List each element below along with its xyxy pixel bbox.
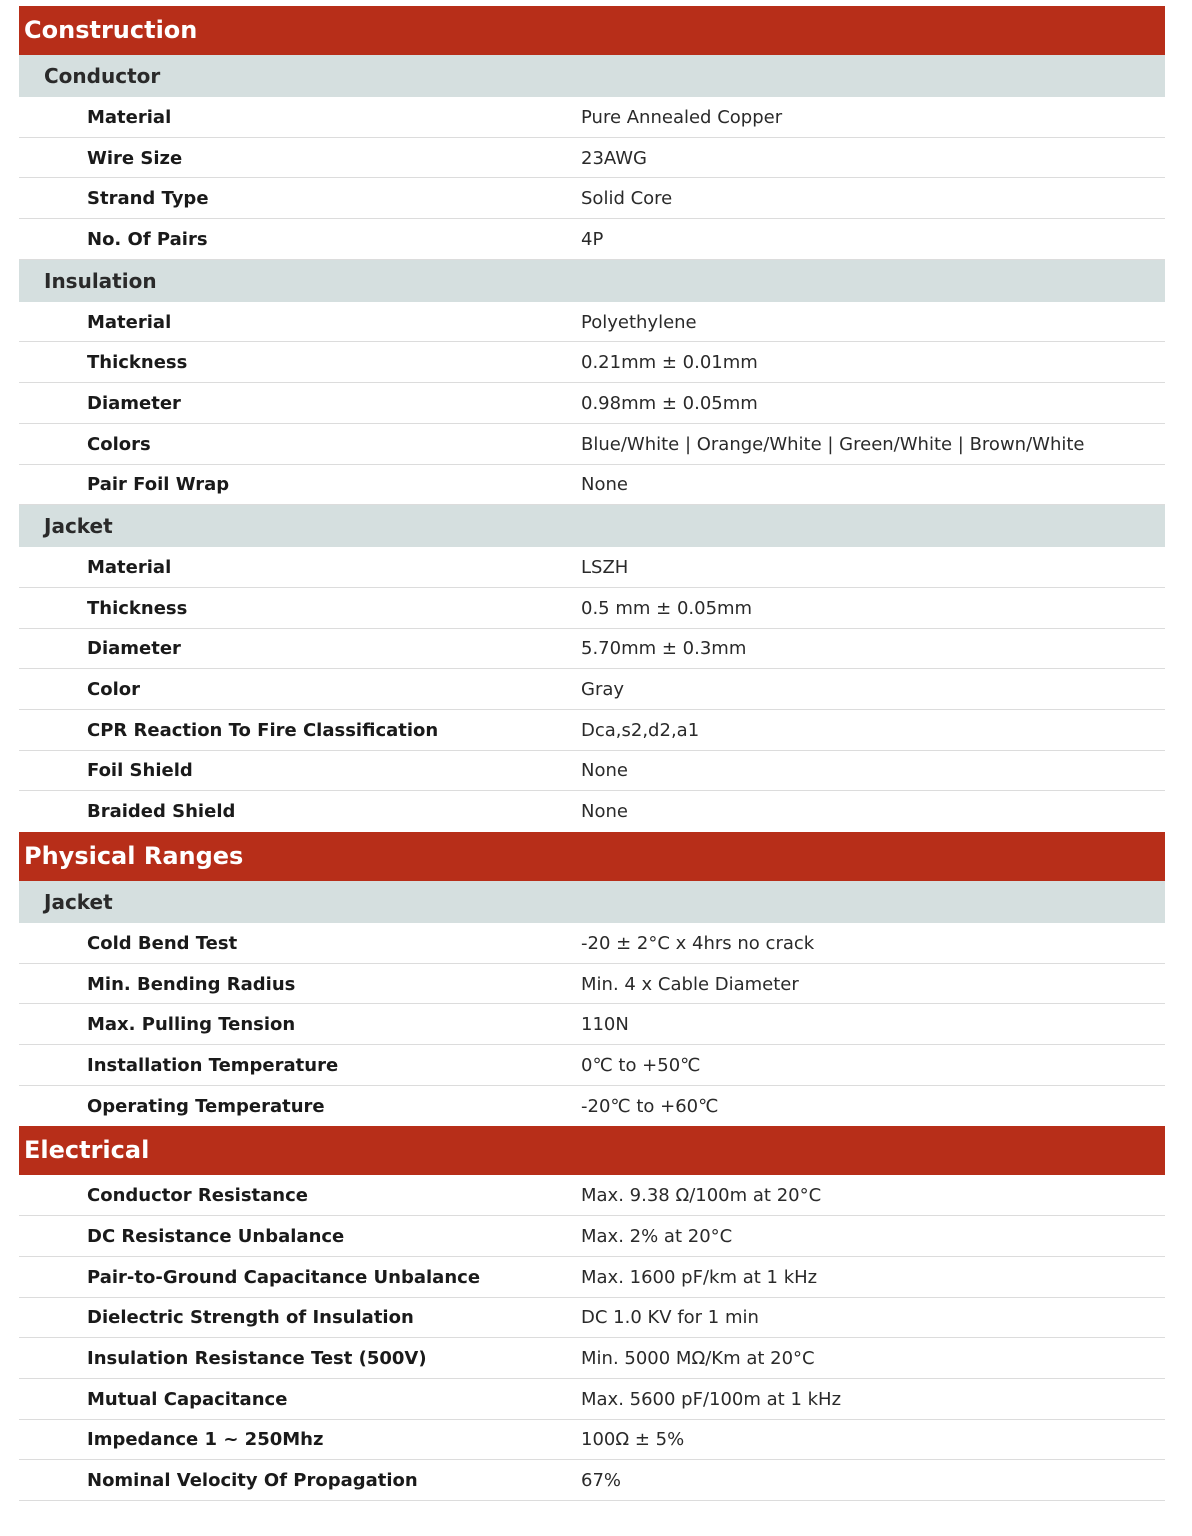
spec-row (19, 1298, 1165, 1339)
spec-label: Wire Size (87, 147, 183, 169)
spec-label: Nominal Velocity Of Propagation (87, 1470, 418, 1492)
spec-row (19, 710, 1165, 751)
spec-label: Operating Temperature (87, 1095, 325, 1117)
spec-label: Material (87, 106, 172, 128)
spec-row (19, 1460, 1165, 1501)
spec-row (19, 1086, 1165, 1127)
spec-value: 100Ω ± 5% (581, 1429, 685, 1451)
spec-label: Material (87, 311, 172, 333)
group-header-jacket: Jacket (19, 881, 1165, 923)
spec-label: Mutual Capacitance (87, 1388, 288, 1410)
spec-label: Dielectric Strength of Insulation (87, 1307, 414, 1329)
spec-value: None (581, 801, 628, 823)
spec-value: 0.21mm ± 0.01mm (581, 352, 758, 374)
spec-label: DC Resistance Unbalance (87, 1225, 345, 1247)
spec-value: Dca,s2,d2,a1 (581, 719, 700, 741)
spec-label: Braided Shield (87, 801, 236, 823)
spec-row (19, 964, 1165, 1005)
spec-value: 0.5 mm ± 0.05mm (581, 597, 753, 619)
spec-label: Max. Pulling Tension (87, 1014, 296, 1036)
spec-row (19, 97, 1165, 138)
spec-row (19, 302, 1165, 343)
spec-value: LSZH (581, 557, 629, 579)
group-header-conductor: Conductor (19, 55, 1165, 97)
spec-row (19, 791, 1165, 832)
spec-row (19, 1175, 1165, 1216)
group-header-jacket: Jacket (19, 505, 1165, 547)
spec-label: Min. Bending Radius (87, 973, 296, 995)
spec-row (19, 178, 1165, 219)
spec-value: DC 1.0 KV for 1 min (581, 1307, 759, 1329)
spec-row (19, 219, 1165, 260)
section-header-construction: Construction (19, 6, 1165, 55)
spec-value: Max. 9.38 Ω/100m at 20°C (581, 1185, 822, 1207)
spec-value: Pure Annealed Copper (581, 106, 783, 128)
spec-row (19, 1338, 1165, 1379)
spec-value: Solid Core (581, 188, 673, 210)
spec-label: Pair Foil Wrap (87, 474, 230, 496)
spec-label: Foil Shield (87, 760, 193, 782)
spec-label: Diameter (87, 392, 181, 414)
spec-row (19, 342, 1165, 383)
spec-label: CPR Reaction To Fire Classification (87, 719, 439, 741)
spec-value: Max. 2% at 20°C (581, 1225, 733, 1247)
spec-value: 0℃ to +50℃ (581, 1054, 701, 1076)
spec-value: 5.70mm ± 0.3mm (581, 638, 747, 660)
spec-row (19, 1420, 1165, 1461)
spec-label: Pair-to-Ground Capacitance Unbalance (87, 1266, 481, 1288)
group-header-insulation: Insulation (19, 260, 1165, 302)
spec-row (19, 1045, 1165, 1086)
spec-row (19, 547, 1165, 588)
spec-value: Polyethylene (581, 311, 697, 333)
spec-label: Material (87, 557, 172, 579)
spec-row (19, 1257, 1165, 1298)
spec-value: -20 ± 2°C x 4hrs no crack (581, 932, 815, 954)
section-header-physical-ranges: Physical Ranges (19, 832, 1165, 881)
spec-row (19, 751, 1165, 792)
spec-label: Impedance 1 ~ 250Mhz (87, 1429, 324, 1451)
spec-value: 110N (581, 1014, 629, 1036)
spec-label: Cold Bend Test (87, 932, 238, 954)
spec-value: 4P (581, 228, 604, 250)
spec-label: Strand Type (87, 188, 209, 210)
spec-row (19, 465, 1165, 506)
spec-label: Conductor Resistance (87, 1185, 308, 1207)
spec-row (19, 424, 1165, 465)
spec-value: -20℃ to +60℃ (581, 1095, 719, 1117)
spec-value: Min. 5000 MΩ/Km at 20°C (581, 1348, 815, 1370)
spec-value: Max. 1600 pF/km at 1 kHz (581, 1266, 818, 1288)
spec-label: Thickness (87, 597, 188, 619)
spec-row (19, 383, 1165, 424)
spec-label: Installation Temperature (87, 1054, 339, 1076)
spec-row (19, 138, 1165, 179)
spec-label: No. Of Pairs (87, 228, 208, 250)
spec-value: 67% (581, 1470, 622, 1492)
spec-value: Max. 5600 pF/100m at 1 kHz (581, 1388, 842, 1410)
spec-value: 0.98mm ± 0.05mm (581, 392, 758, 414)
spec-value: Gray (581, 679, 625, 701)
section-header-electrical: Electrical (19, 1126, 1165, 1175)
spec-row (19, 629, 1165, 670)
spec-row (19, 669, 1165, 710)
spec-row (19, 588, 1165, 629)
spec-label: Diameter (87, 638, 181, 660)
spec-value: Min. 4 x Cable Diameter (581, 973, 799, 995)
spec-value: None (581, 760, 628, 782)
spec-label: Insulation Resistance Test (500V) (87, 1348, 427, 1370)
spec-row (19, 1004, 1165, 1045)
spec-row (19, 923, 1165, 964)
spec-row (19, 1379, 1165, 1420)
spec-value: None (581, 474, 628, 496)
spec-row (19, 1216, 1165, 1257)
spec-label: Colors (87, 433, 151, 455)
spec-label: Color (87, 679, 140, 701)
spec-sheet (19, 6, 1165, 1501)
spec-label: Thickness (87, 352, 188, 374)
spec-value: 23AWG (581, 147, 647, 169)
spec-value: Blue/White | Orange/White | Green/White | Brown/White (581, 433, 1085, 455)
